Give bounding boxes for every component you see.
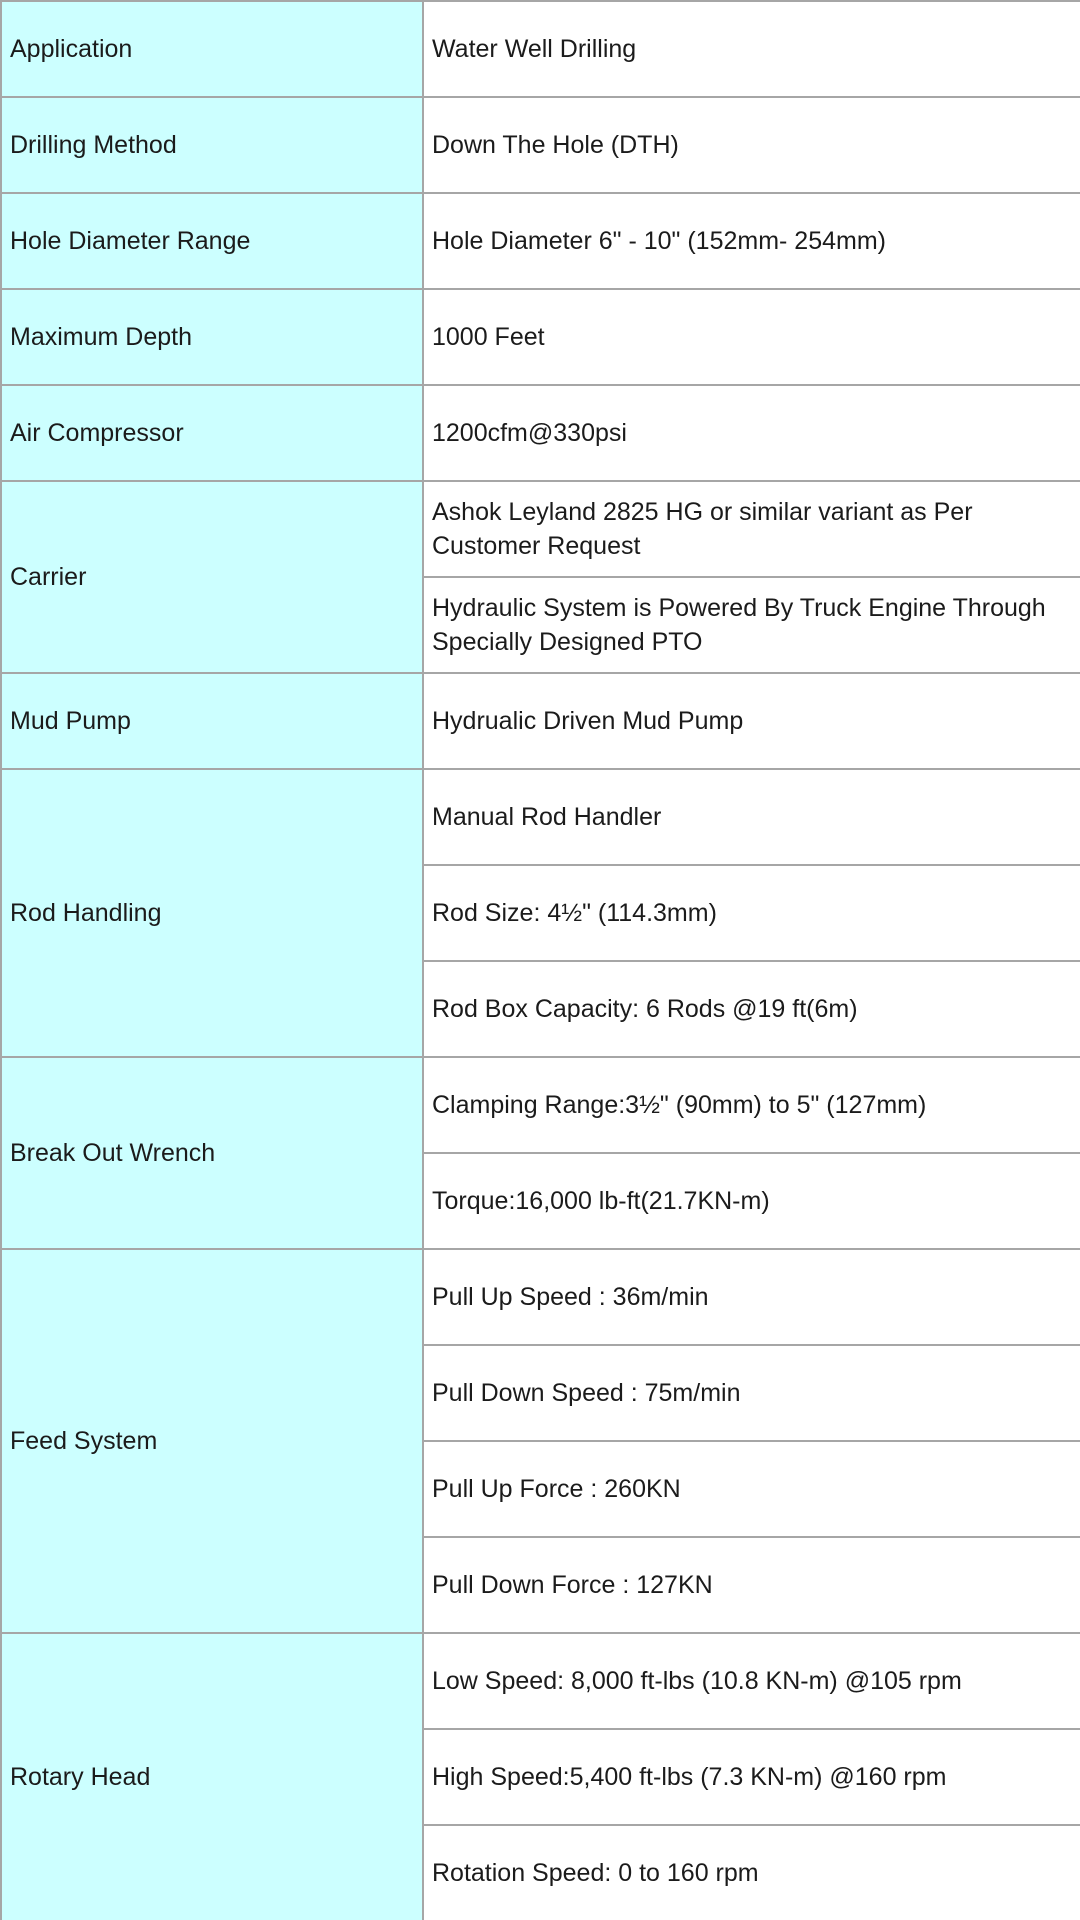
table-row — [1, 673, 1080, 769]
spec-value: Water Well Drilling — [423, 1, 1080, 97]
table-row — [1, 97, 1080, 193]
spec-value: Rod Box Capacity: 6 Rods @19 ft(6m) — [423, 961, 1080, 1057]
spec-label: Break Out Wrench — [1, 1057, 423, 1249]
table-row — [1, 193, 1080, 289]
spec-label: Feed System — [1, 1249, 423, 1633]
table-row — [1, 289, 1080, 385]
spec-label: Hole Diameter Range — [1, 193, 423, 289]
spec-value: Hole Diameter 6" - 10" (152mm- 254mm) — [423, 193, 1080, 289]
spec-value: Torque:16,000 lb-ft(21.7KN-m) — [423, 1153, 1080, 1249]
spec-value: Hydrualic Driven Mud Pump — [423, 673, 1080, 769]
spec-value: Pull Down Force : 127KN — [423, 1537, 1080, 1633]
spec-value: Pull Down Speed : 75m/min — [423, 1345, 1080, 1441]
spec-label: Rotary Head — [1, 1633, 423, 1920]
spec-label: Carrier — [1, 481, 423, 673]
spec-label: Air Compressor — [1, 385, 423, 481]
table-row — [1, 1249, 1080, 1345]
spec-label: Maximum Depth — [1, 289, 423, 385]
table-row — [1, 1057, 1080, 1153]
table-row — [1, 1, 1080, 97]
spec-value: Rotation Speed: 0 to 160 rpm — [423, 1825, 1080, 1920]
spec-value: Clamping Range:3½" (90mm) to 5" (127mm) — [423, 1057, 1080, 1153]
spec-value: 1000 Feet — [423, 289, 1080, 385]
table-row — [1, 1633, 1080, 1729]
spec-label: Mud Pump — [1, 673, 423, 769]
spec-value: Manual Rod Handler — [423, 769, 1080, 865]
spec-value: Rod Size: 4½" (114.3mm) — [423, 865, 1080, 961]
table-row — [1, 385, 1080, 481]
spec-label: Drilling Method — [1, 97, 423, 193]
spec-value: Low Speed: 8,000 ft-lbs (10.8 KN-m) @105 rpm — [423, 1633, 1080, 1729]
table-row — [1, 481, 1080, 577]
spec-value: Down The Hole (DTH) — [423, 97, 1080, 193]
spec-value: High Speed:5,400 ft-lbs (7.3 KN-m) @160 rpm — [423, 1729, 1080, 1825]
spec-value: Pull Up Force : 260KN — [423, 1441, 1080, 1537]
spec-value: Ashok Leyland 2825 HG or similar variant as Per Customer Request — [423, 481, 1080, 577]
spec-value: Hydraulic System is Powered By Truck Engine Through Specially Designed PTO — [423, 577, 1080, 673]
spec-value: Pull Up Speed : 36m/min — [423, 1249, 1080, 1345]
spec-value: 1200cfm@330psi — [423, 385, 1080, 481]
table-row — [1, 769, 1080, 865]
spec-table-body — [1, 1, 1080, 1920]
spec-label: Application — [1, 1, 423, 97]
spec-label: Rod Handling — [1, 769, 423, 1057]
